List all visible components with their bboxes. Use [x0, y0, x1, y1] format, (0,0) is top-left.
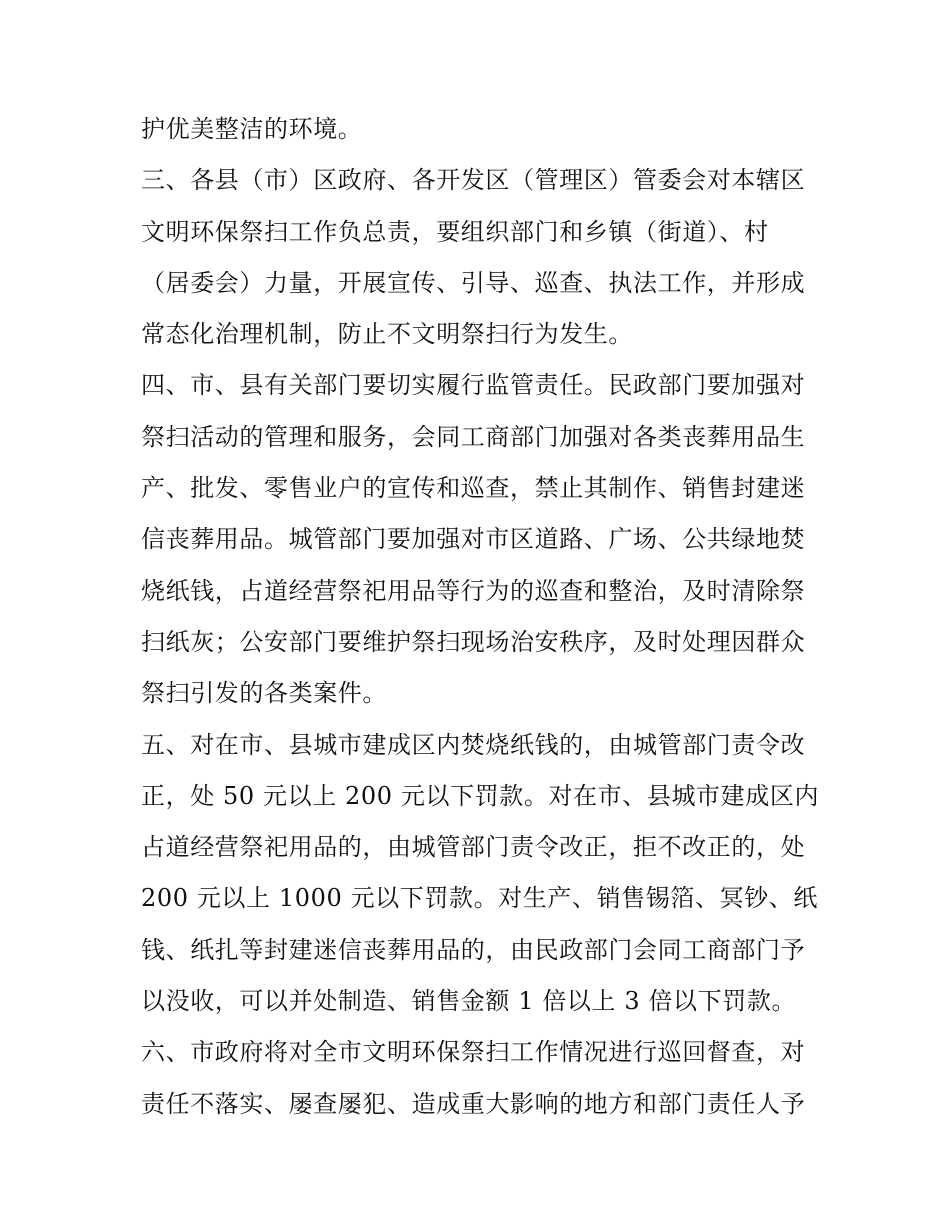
- text-line: 产、批发、零售业户的宣传和巡查，禁止其制作、销售封建迷: [141, 474, 806, 503]
- text-line: 以没收，可以并处制造、销售金额 1 倍以上 3 倍以下罚款。: [141, 987, 797, 1016]
- text-line: 责任不落实、屡查屡犯、造成重大影响的地方和部门责任人予: [141, 1089, 806, 1118]
- text-line: 五、对在市、县城市建成区内焚烧纸钱的，由城管部门责令改: [141, 730, 806, 759]
- text-line: 祭扫活动的管理和服务，会同工商部门加强对各类丧葬用品生: [141, 422, 806, 451]
- text-line: 烧纸钱，占道经营祭祀用品等行为的巡查和整治，及时清除祭: [141, 576, 806, 605]
- text-line: 四、市、县有关部门要切实履行监管责任。民政部门要加强对: [141, 371, 806, 400]
- text-line: 200 元以上 1000 元以下罚款。对生产、销售锡箔、冥钞、纸: [141, 884, 818, 913]
- text-line: （居委会）力量，开展宣传、引导、巡查、执法工作，并形成: [141, 268, 806, 297]
- text-line: 占道经营祭祀用品的，由城管部门责令改正，拒不改正的，处: [141, 833, 806, 862]
- text-line: 护优美整洁的环境。: [141, 115, 363, 143]
- text-line: 文明环保祭扫工作负总责，要组织部门和乡镇（街道）、村: [141, 217, 769, 246]
- document-body: [141, 104, 821, 1130]
- text-line: 扫纸灰；公安部门要维护祭扫现场治安秩序，及时处理因群众: [141, 627, 806, 656]
- text-line: 三、各县（市）区政府、各开发区（管理区）管委会对本辖区: [141, 166, 806, 195]
- text-line: 常态化治理机制，防止不文明祭扫行为发生。: [141, 320, 633, 349]
- text-line: 六、市政府将对全市文明环保祭扫工作情况进行巡回督查，对: [141, 1038, 806, 1067]
- text-line: 祭扫引发的各类案件。: [141, 679, 387, 708]
- text-line: 正，处 50 元以上 200 元以下罚款。对在市、县城市建成区内: [141, 781, 820, 810]
- text-line: 信丧葬用品。城管部门要加强对市区道路、广场、公共绿地焚: [141, 525, 806, 554]
- text-line: 钱、纸扎等封建迷信丧葬用品的，由民政部门会同工商部门予: [141, 935, 806, 964]
